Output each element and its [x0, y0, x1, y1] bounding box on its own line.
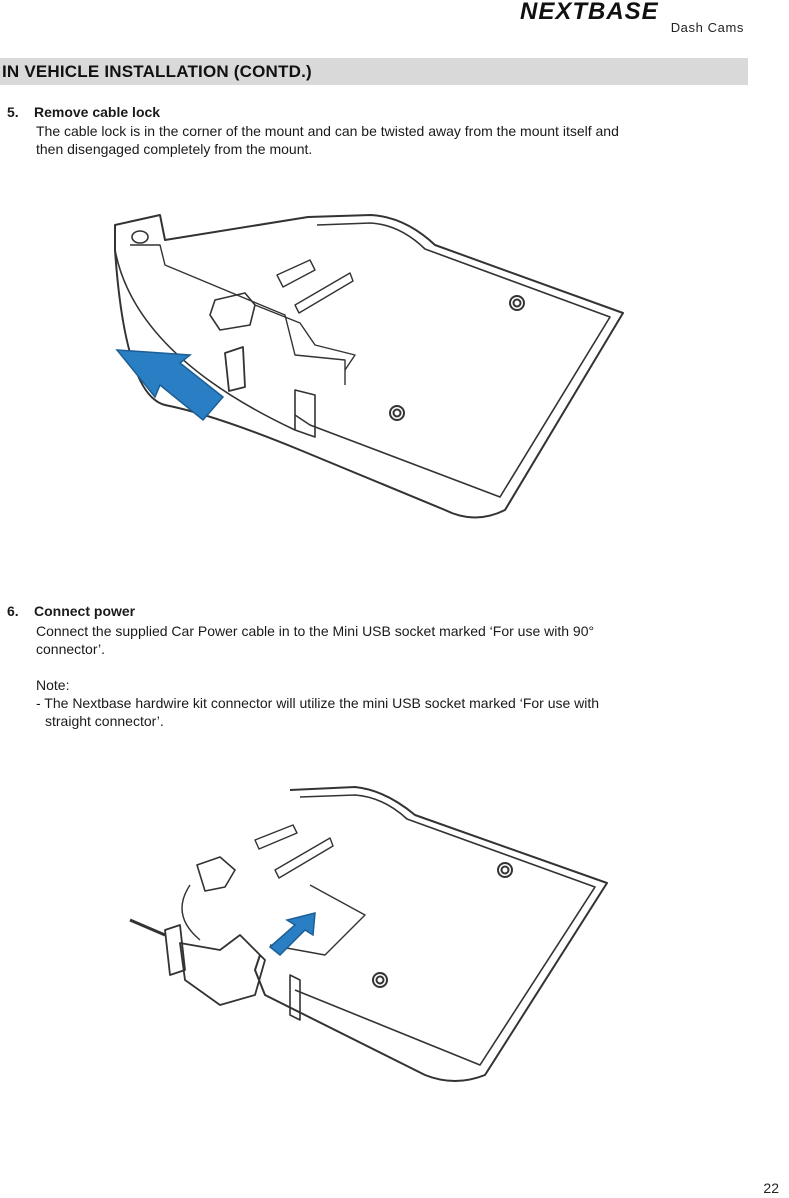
section-header-bar [0, 58, 748, 85]
mount-cable-lock-illustration [105, 205, 635, 525]
step-6-heading [7, 603, 135, 619]
step-5-heading [7, 104, 160, 120]
step-5-title: Remove cable lock [34, 104, 161, 120]
section-title: IN VEHICLE INSTALLATION (CONTD.) [2, 62, 312, 81]
logo-subtitle: Dash Cams [670, 20, 744, 35]
nextbase-logo [520, 0, 746, 38]
step-6-title: Connect power [34, 603, 136, 619]
logo-wordmark: NEXTBASE [520, 0, 659, 22]
step-6-note-line-2: straight connector’. [45, 713, 164, 729]
step-6-text-line-1: Connect the supplied Car Power cable in to the Mini USB socket marked ‘For use with 90° [36, 623, 595, 639]
nextbase-logo-mark [520, 0, 746, 22]
mount-power-cable-illustration [125, 775, 615, 1090]
step-5-number: 5. [7, 104, 19, 120]
step-6-note-label: Note: [36, 677, 70, 693]
step-5-text-line-2: then disengaged completely from the mount. [36, 141, 313, 157]
direction-arrow-icon [117, 350, 223, 420]
step-6-number: 6. [7, 603, 19, 619]
step-6-text-line-2: connector’. [36, 641, 106, 657]
page-number: 22 [763, 1180, 779, 1196]
step-6-note-line-1: - The Nextbase hardwire kit connector will utilize the mini USB socket marked ‘For use with [36, 695, 600, 711]
step-5-text-line-1: The cable lock is in the corner of the mount and can be twisted away from the mount itself and [36, 123, 619, 139]
